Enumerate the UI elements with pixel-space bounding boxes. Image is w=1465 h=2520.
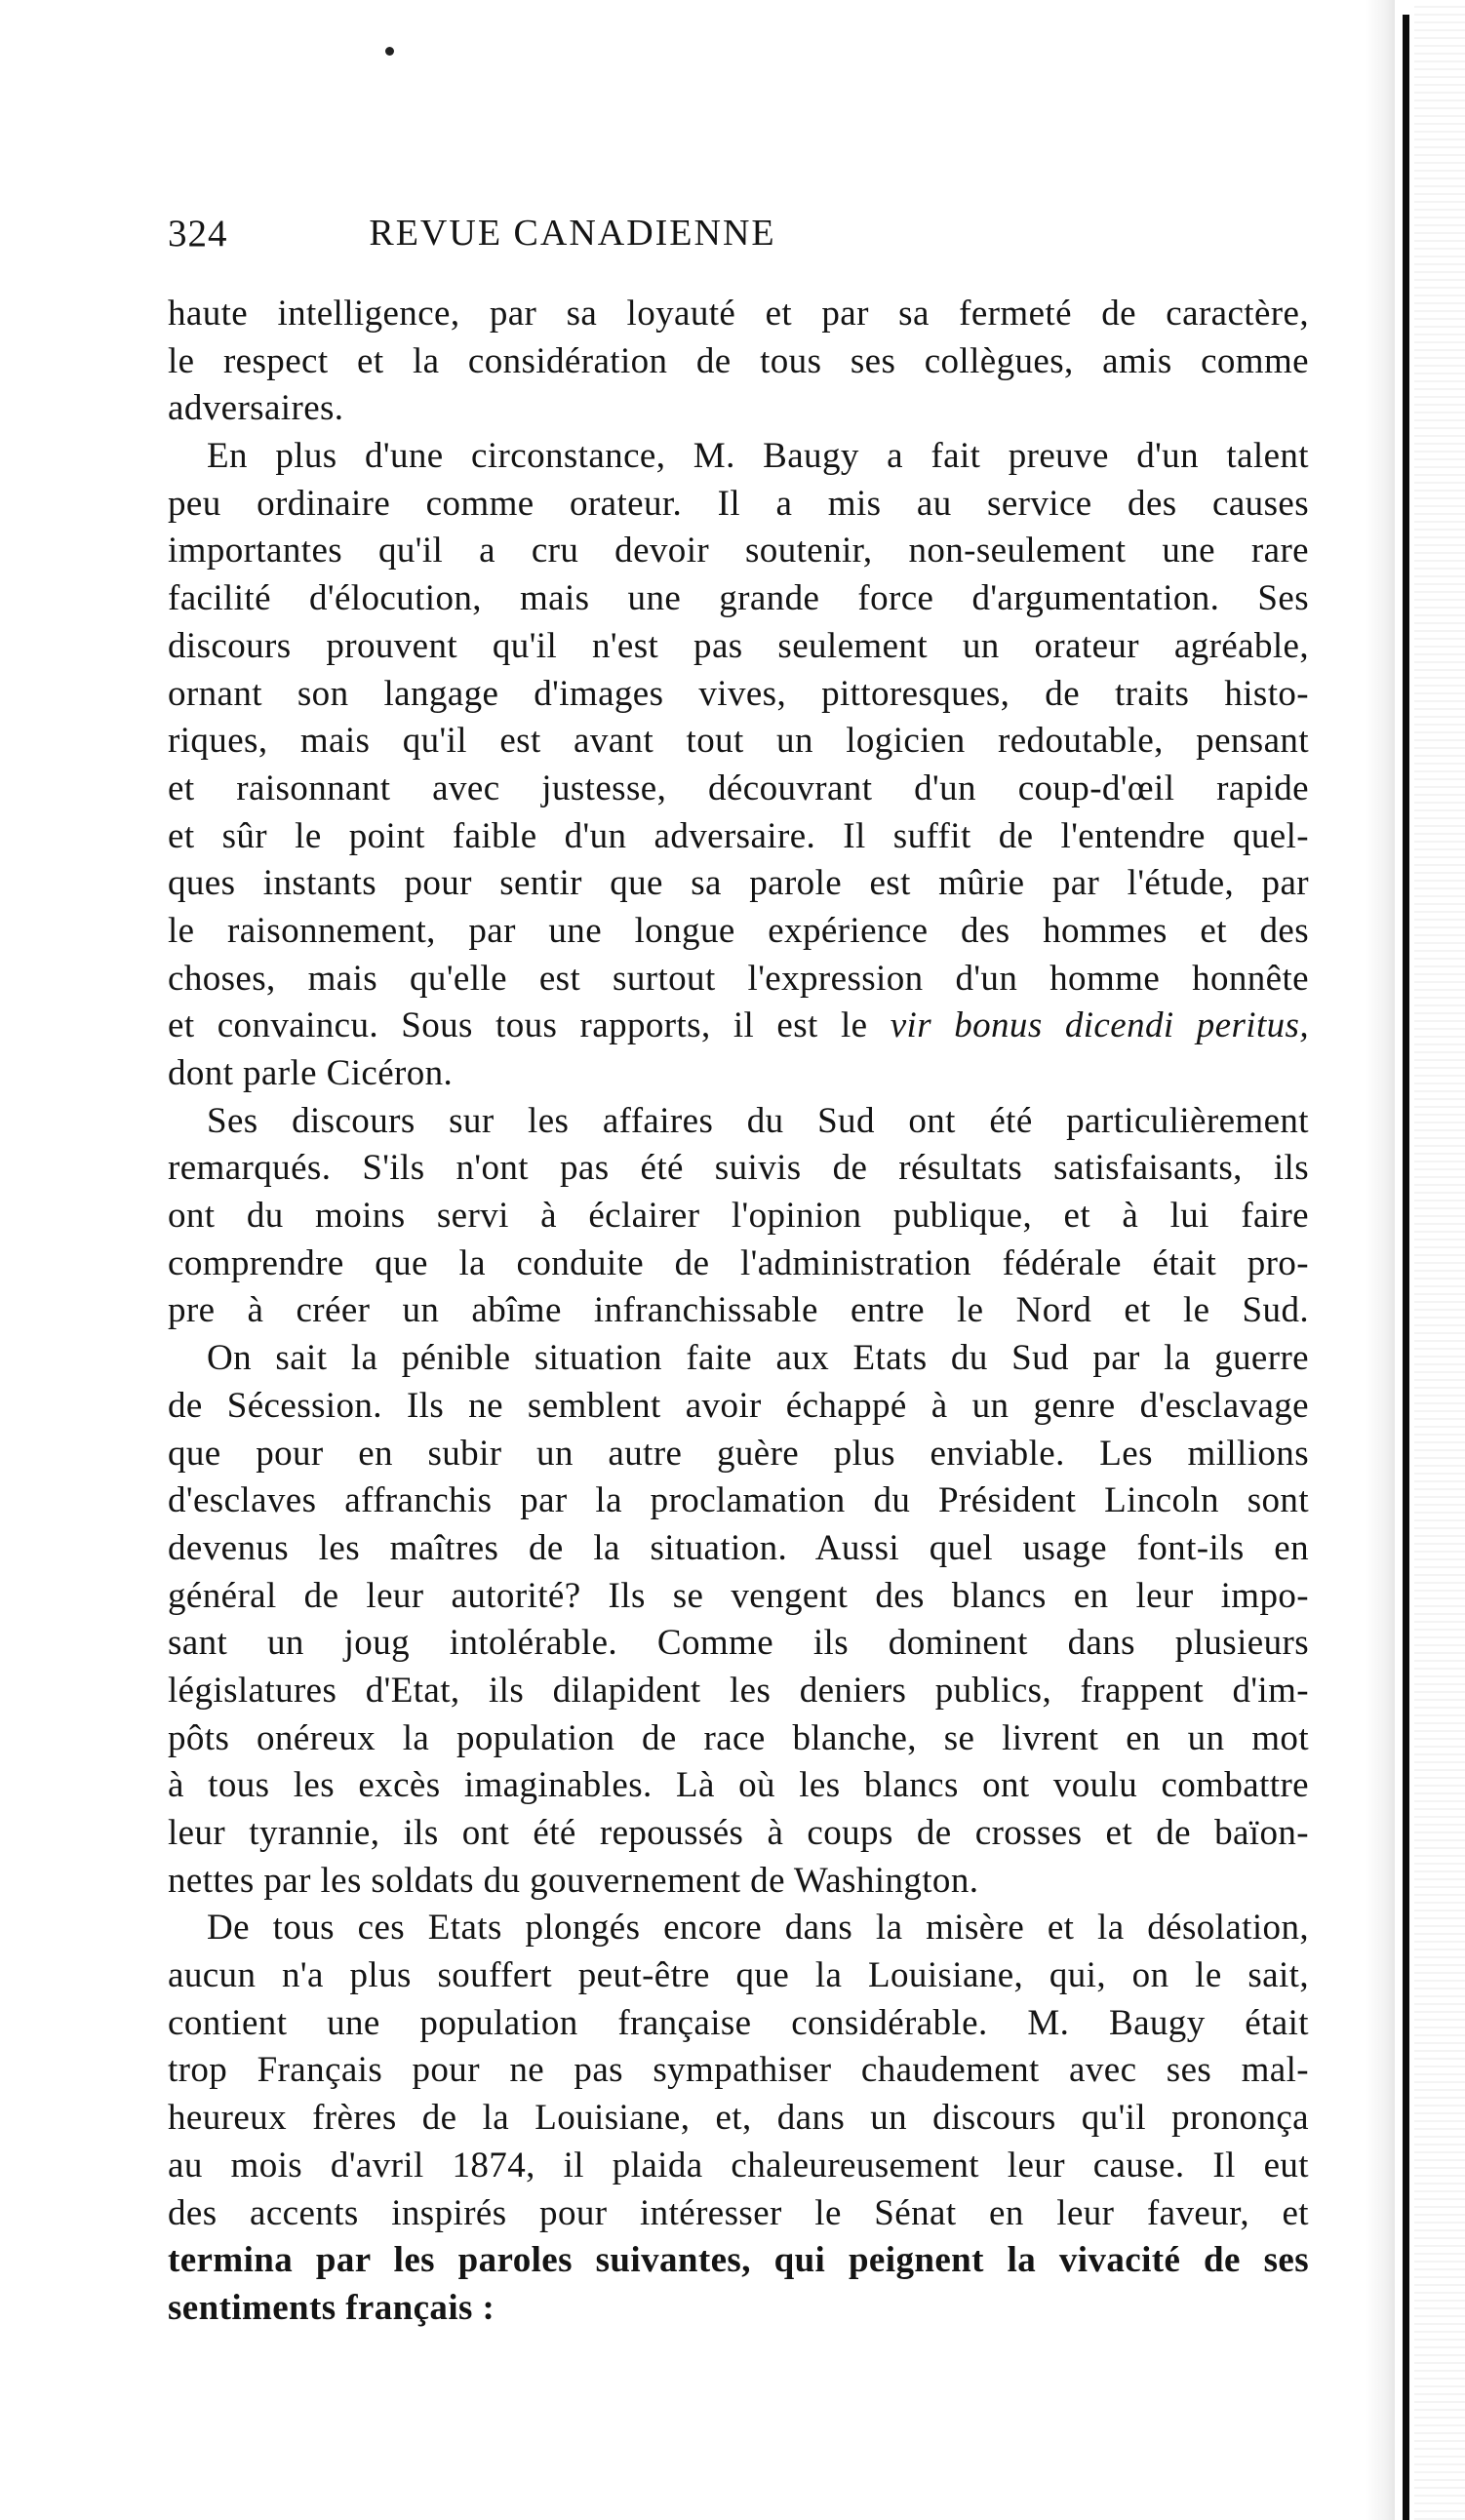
text-line: importantes qu'il a cru devoir soutenir, non-seulement une rare (168, 531, 1309, 571)
text-line: On sait la pénible situation faite aux Etats du Sud par la guerre (207, 1338, 1309, 1379)
text-line: que pour en subir un autre guère plus enviable. Les millions (168, 1433, 1309, 1474)
text-line: législatures d'Etat, ils dilapident les deniers publics, frappent d'im- (168, 1670, 1309, 1711)
text-line: pre à créer un abîme infranchissable entre le Nord et le Sud. (168, 1290, 1309, 1331)
text-line: De tous ces Etats plongés encore dans la misère et la désolation, (207, 1908, 1309, 1949)
text-line: facilité d'élocution, mais une grande force d'argumentation. Ses (168, 578, 1309, 619)
text-line: de Sécession. Ils ne semblent avoir échappé à un genre d'esclavage (168, 1385, 1309, 1426)
page-edge-line (1403, 15, 1409, 2520)
text-line: devenus les maîtres de la situation. Aussi quel usage font-ils en (168, 1527, 1309, 1568)
body-text (168, 291, 1309, 2333)
text-line: trop Français pour ne pas sympathiser chaudement avec ses mal- (168, 2050, 1309, 2091)
text-line: choses, mais qu'elle est surtout l'expression d'un homme honnête (168, 958, 1309, 999)
text-line-with-quote (168, 1003, 1309, 1050)
text-line: contient une population française considérable. M. Baugy était (168, 2002, 1309, 2043)
text-line: comprendre que la conduite de l'administration fédérale était pro- (168, 1242, 1309, 1283)
text-line: et raisonnant avec justesse, découvrant d'un coup-d'œil rapide (168, 768, 1309, 808)
page-edge-shadow (1366, 0, 1395, 2520)
text-line: le respect et la considération de tous ses collègues, amis comme (168, 340, 1309, 381)
page-header (168, 212, 977, 260)
text-line: sant un joug intolérable. Comme ils dominent dans plusieurs (168, 1623, 1309, 1664)
text-line: pôts onéreux la population de race blanche, se livrent en un mot (168, 1717, 1309, 1758)
text-line: En plus d'une circonstance, M. Baugy a fait preuve d'un talent (207, 436, 1309, 477)
text-line: discours prouvent qu'il n'est pas seulement un orateur agréable, (168, 625, 1309, 666)
text-line: ques instants pour sentir que sa parole est mûrie par l'étude, par (168, 863, 1309, 904)
page-number: 324 (168, 213, 228, 255)
text-line: ornant son langage d'images vives, pittoresques, de traits histo- (168, 673, 1309, 714)
text-line: riques, mais qu'il est avant tout un logicien redoutable, pensant (168, 721, 1309, 762)
text-line: général de leur autorité? Ils se vengent des blancs en leur impo- (168, 1575, 1309, 1616)
text-line: d'esclaves affranchis par la proclamation du Président Lincoln sont (168, 1480, 1309, 1521)
text-line: au mois d'avril 1874, il plaida chaleureusement leur cause. Il eut (168, 2145, 1309, 2185)
text-line: le raisonnement, par une longue expérience des hommes et des (168, 910, 1309, 951)
text-line: heureux frères de la Louisiane, et, dans un discours qu'il prononça (168, 2098, 1309, 2139)
text-line: peu ordinaire comme orateur. Il a mis au service des causes (168, 483, 1309, 524)
latin-quote: vir bonus dicendi peritus, (890, 1005, 1310, 1046)
text-line: des accents inspirés pour intéresser le Sénat en leur faveur, et (168, 2192, 1309, 2233)
text-line: à tous les excès imaginables. Là où les blancs ont voulu combattre (168, 1765, 1309, 1806)
text-line: ont du moins servi à éclairer l'opinion publique, et à lui faire (168, 1196, 1309, 1237)
text-line: adversaires. (168, 388, 344, 429)
text-line: leur tyrannie, ils ont été repoussés à coups de crosses et de baïon- (168, 1813, 1309, 1853)
text-line: sentiments français : (168, 2287, 495, 2328)
text-line: nettes par les soldats du gouvernement de Washington. (168, 1860, 979, 1901)
text-line: dont parle Cicéron. (168, 1053, 454, 1093)
running-title: REVUE CANADIENNE (369, 213, 776, 254)
text-line: remarqués. S'ils n'ont pas été suivis de résultats satisfaisants, ils (168, 1148, 1309, 1189)
text-line: et sûr le point faible d'un adversaire. Il suffit de l'entendre quel- (168, 815, 1309, 856)
page-edge-texture (1414, 0, 1465, 2520)
text-line: termina par les paroles suivantes, qui peignent la vivacité de ses (168, 2240, 1309, 2281)
text-line: Ses discours sur les affaires du Sud ont été particulièrement (207, 1100, 1309, 1141)
text-segment: et convaincu. Sous tous rapports, il est le (168, 1005, 868, 1046)
text-line: aucun n'a plus souffert peut-être que la Louisiane, qui, on le sait, (168, 1955, 1309, 1996)
ink-speck (385, 47, 394, 56)
text-line: haute intelligence, par sa loyauté et par sa fermeté de caractère, (168, 294, 1309, 334)
